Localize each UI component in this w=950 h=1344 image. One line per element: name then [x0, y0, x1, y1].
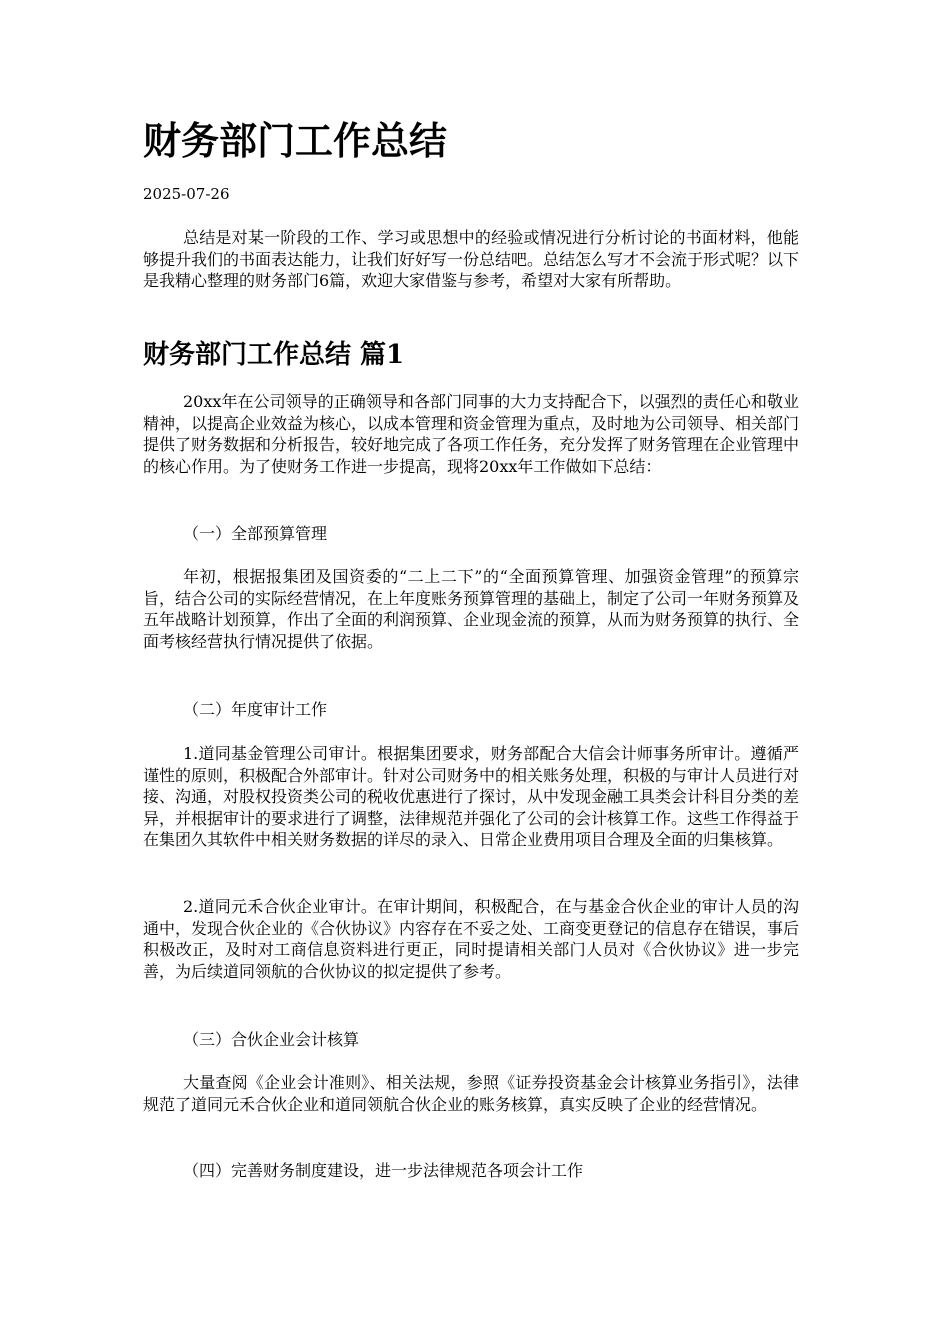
document-title: 财务部门工作总结: [143, 118, 448, 163]
section-heading: 财务部门工作总结 篇1: [143, 340, 405, 370]
subheading-partnership-accounting: （三）合伙企业会计核算: [183, 1030, 360, 1049]
section-opening-paragraph: 20xx年在公司领导的正确领导和各部门同事的大力支持配合下，以强烈的责任心和敬业精神，以提高企业效益为核心，以成本管理和资金管理为重点，及时地为公司领导、相关部门提供了财务数据和分析报告，较好地完成了各项工作任务，充分发挥了财务管理在企业管理中的核心作用。为了使财务工作进一步提高，现将20xx年工作做如下总结：: [143, 392, 800, 476]
audit-item-1-paragraph: 1.道同基金管理公司审计。根据集团要求，财务部配合大信会计师事务所审计。遵循严谨性的原则，积极配合外部审计。针对公司财务中的相关账务处理，积极的与审计人员进行对接、沟通，对股权投资类公司的税收优惠进行了探讨，从中发现金融工具类会计科目分类的差异，并根据审计的要求进行了调整，法律规范并强化了公司的会计核算工作。这些工作得益于在集团久其软件中相关财务数据的详尽的录入、日常企业费用项目合理及全面的归集核算。: [143, 744, 800, 849]
subheading-financial-system: （四）完善财务制度建设，进一步法律规范各项会计工作: [183, 1161, 584, 1180]
partnership-accounting-paragraph: 大量查阅《企业会计准则》、相关法规，参照《证券投资基金会计核算业务指引》，法律规范了道同元禾合伙企业和道同领航合伙企业的账务核算，真实反映了企业的经营情况。: [143, 1073, 799, 1114]
publish-date: 2025-07-26: [143, 185, 230, 203]
intro-paragraph: 总结是对某一阶段的工作、学习或思想中的经验或情况进行分析讨论的书面材料，他能够提升我们的书面表达能力，让我们好好写一份总结吧。总结怎么写才不会流于形式呢？以下是我精心整理的财务部门6篇，欢迎大家借鉴与参考，希望对大家有所帮助。: [143, 228, 800, 290]
audit-item-2-paragraph: 2.道同元禾合伙企业审计。在审计期间，积极配合，在与基金合伙企业的审计人员的沟通中，发现合伙企业的《合伙协议》内容存在不妥之处、工商变更登记的信息存在错误，事后积极改正，及时对工商信息资料进行更正，同时提请相关部门人员对《合伙协议》进一步完善，为后续道同领航的合伙协议的拟定提供了参考。: [143, 897, 800, 981]
subheading-budget-management: （一）全部预算管理: [183, 524, 328, 543]
subheading-annual-audit: （二）年度审计工作: [183, 700, 328, 719]
budget-management-paragraph: 年初，根据报集团及国资委的“二上二下”的“全面预算管理、加强资金管理”的预算宗旨，结合公司的实际经营情况，在上年度账务预算管理的基础上，制定了公司一年财务预算及五年战略计划预算，作出了全面的利润预算、企业现金流的预算，从而为财务预算的执行、全面考核经营执行情况提供了依据。: [143, 567, 800, 651]
